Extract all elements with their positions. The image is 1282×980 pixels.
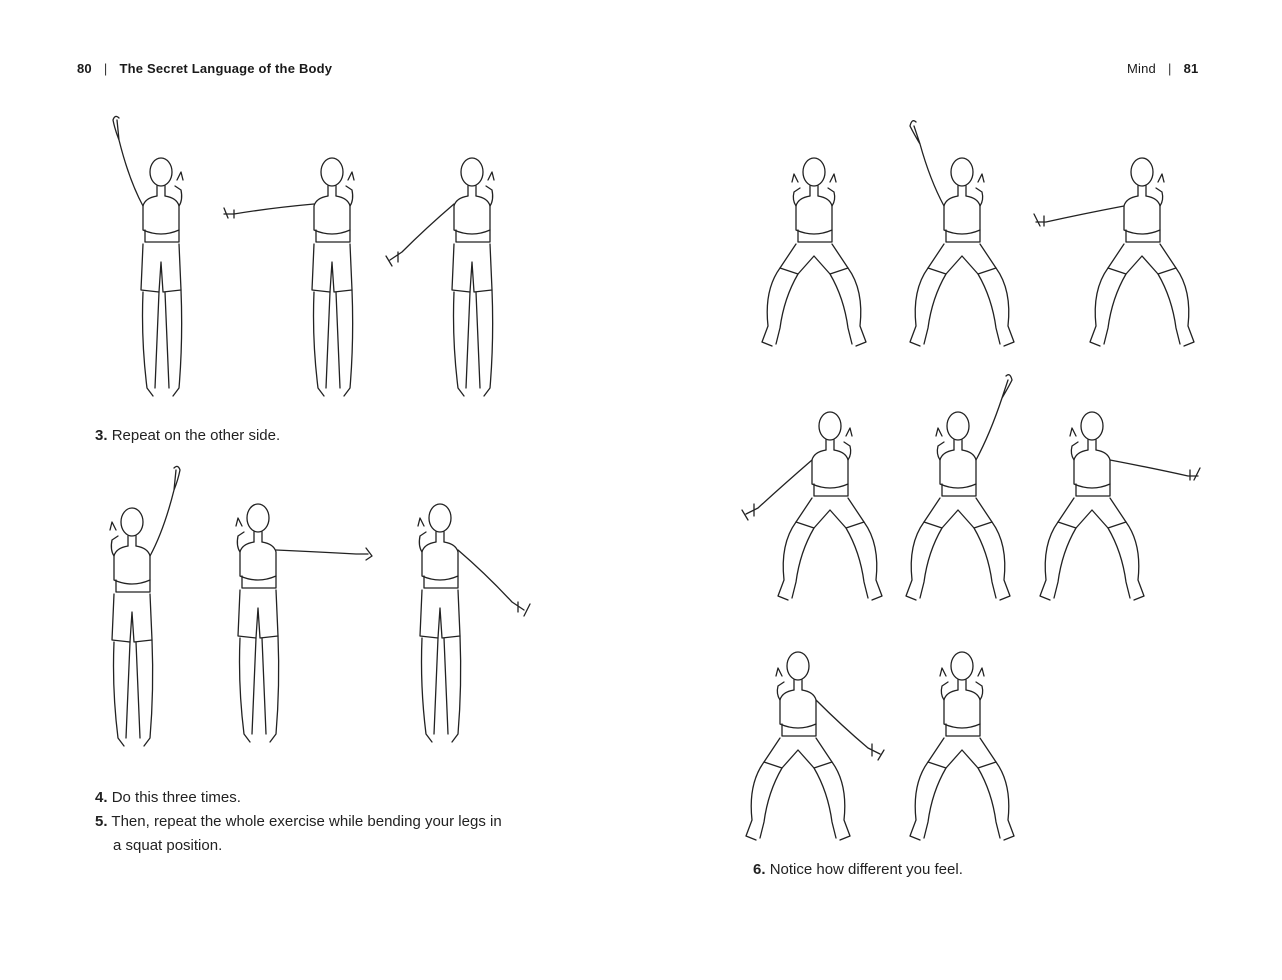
squat-thumbs-chest-end-figure <box>900 644 1024 851</box>
squat-left-arm-up-figure <box>896 368 1020 611</box>
squat-left-arm-side-figure <box>1036 404 1206 611</box>
squat-right-arm-up-figure <box>900 114 1020 357</box>
standing-left-arm-down-figure <box>408 494 538 757</box>
header-separator: | <box>103 61 108 76</box>
step-5 <box>95 810 535 858</box>
squat-right-arm-side-figure <box>1030 150 1200 357</box>
step-text: Notice how different you feel. <box>769 861 963 878</box>
right-page-number: 81 <box>1183 61 1199 76</box>
running-title: The Secret Language of the Body <box>119 61 333 76</box>
step-text-continuation: a squat position. <box>113 837 223 854</box>
squat-thumbs-chest-figure <box>752 150 864 357</box>
standing-right-arm-side-figure <box>220 148 360 407</box>
step-text: Then, repeat the whole exercise while bending your legs in <box>111 813 502 830</box>
standing-left-arm-up-figure <box>100 460 210 757</box>
header-separator: | <box>1167 61 1172 76</box>
standing-left-arm-side-figure <box>228 494 378 757</box>
left-page-header <box>77 61 332 76</box>
step-text: Repeat on the other side. <box>111 427 281 444</box>
step-number: 6. <box>753 861 766 878</box>
left-page-number: 80 <box>77 61 92 76</box>
step-number: 5. <box>95 813 108 830</box>
step-number: 4. <box>95 789 108 806</box>
step-4 <box>95 786 241 810</box>
section-title: Mind <box>1127 61 1156 76</box>
squat-left-arm-down-figure <box>738 644 888 851</box>
squat-right-arm-down-figure <box>740 404 890 611</box>
step-number: 3. <box>95 427 108 444</box>
right-page-header <box>1127 61 1198 76</box>
step-3 <box>95 424 280 448</box>
standing-right-arm-down-figure <box>382 148 512 407</box>
standing-right-arm-up-figure <box>95 110 205 407</box>
step-text: Do this three times. <box>111 789 241 806</box>
step-6 <box>753 858 963 882</box>
